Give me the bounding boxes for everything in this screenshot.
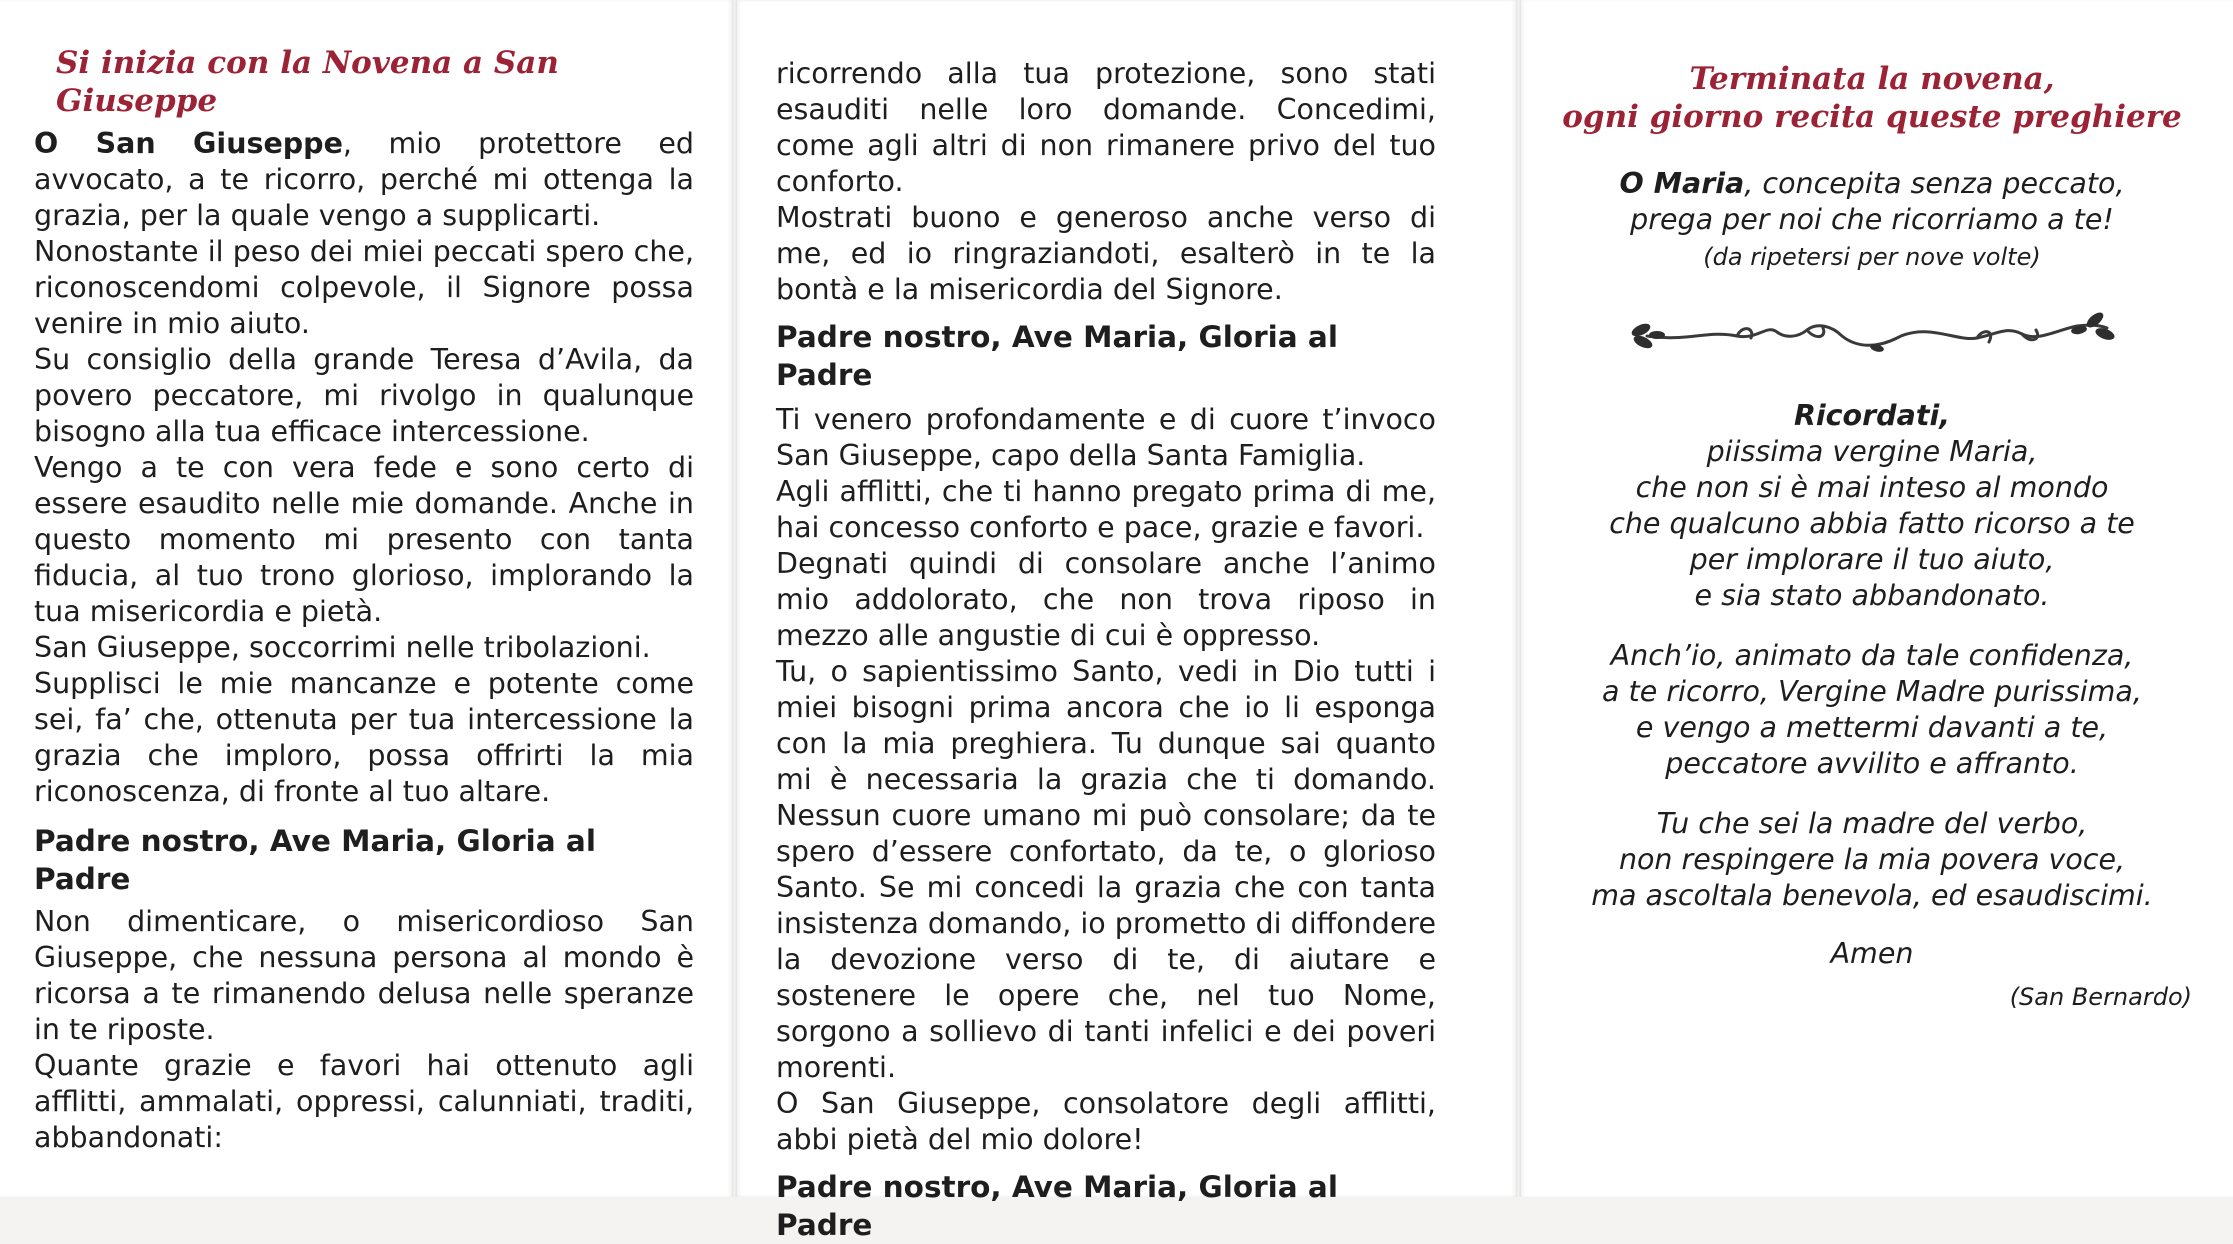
paragraph: Mostrati buono e generoso anche verso di me, ed io ringraziandoti, esalterò in te la bontà e la misericordia del Signore. <box>776 201 1436 306</box>
paragraph: ricorrendo alla tua protezione, sono stati esauditi nelle loro domande. Concedimi, come agli altri di non rimanere privo del tuo conforto. <box>776 57 1436 198</box>
stanza-line: che non si è mai inteso al mondo <box>1635 471 2109 504</box>
stanza-2 <box>1552 638 2192 782</box>
paragraph: Ti venero profondamente e di cuore t’invoco San Giuseppe, capo della Santa Famiglia. <box>776 403 1436 472</box>
closing-heading-line1: Terminata la novena, <box>1689 61 2055 97</box>
paragraph-text: , mio protettore ed avvocato, a te ricorro, perché mi ottenga la grazia, per la quale vengo a supplicarti. <box>34 127 695 232</box>
fold-line <box>732 0 737 1197</box>
stanza-line: Tu che sei la madre del verbo, <box>1656 807 2088 840</box>
paragraph: Su consiglio della grande Teresa d’Avila, da povero peccatore, mi rivolgo in qualunque bisogno alla tua efficace intercessione. <box>34 343 694 448</box>
vine-ornament <box>1627 308 2117 358</box>
prayer-text: , concepita senza peccato, <box>1744 167 2125 200</box>
left-column <box>34 44 694 1156</box>
paragraph <box>34 126 694 234</box>
fold-line <box>1516 0 1521 1197</box>
paragraph: O San Giuseppe, consolatore degli afflitti, abbi pietà del mio dolore! <box>776 1087 1436 1156</box>
paragraph: Non dimenticare, o misericordioso San Giuseppe, che nessuna persona al mondo è ricorsa a te rimanendo delusa nelle speranze in te riposte. <box>34 905 694 1046</box>
paragraph: Tu, o sapientissimo Santo, vedi in Dio tutti i miei bisogni prima ancora che io li esponga con la mia preghiera. Tu dunque sai quanto mi è necessaria la grazia che ti domando. Nessun cuore umano mi può consolare; da te spero d’essere confortato, da te, o glorioso Santo. Se mi concedi la grazia che con tanta insistenza domando, io prometto di diffondere la devozione verso di te, di aiutare e sostenere le opere che, nel tuo Nome, sorgono a sollievo di tanti infelici e dei poveri morenti. <box>776 655 1436 1084</box>
paragraph: Agli afflitti, che ti hanno pregato prima di me, hai concesso conforto e pace, grazie e favori. <box>776 475 1436 544</box>
stanza-line: e sia stato abbandonato. <box>1694 579 2050 612</box>
paragraph: Degnati quindi di consolare anche l’animo mio addolorato, che non trova riposo in mezzo alle angustie di cui è oppresso. <box>776 547 1436 652</box>
paragraph: Quante grazie e favori hai ottenuto agli afflitti, ammalati, oppressi, calunniati, traditi, abbandonati: <box>34 1049 694 1154</box>
closing-heading-line2: ogni giorno recita queste preghiere <box>1562 99 2182 135</box>
ricordati-title: Ricordati, <box>1793 399 1951 432</box>
prayer-subheading: Padre nostro, Ave Maria, Gloria al Padre <box>776 320 1338 392</box>
stanza-line: che qualcuno abbia fatto ricorso a te <box>1609 507 2135 540</box>
stanza-line: piissima vergine Maria, <box>1706 435 2038 468</box>
repeat-note: (da ripetersi per nove volte) <box>1703 243 2041 271</box>
prayer-line: prega per noi che ricorriamo a te! <box>1630 203 2114 236</box>
right-panel <box>1522 0 2233 1197</box>
middle-panel <box>738 0 1516 1242</box>
amen: Amen <box>1830 937 1914 970</box>
paragraph: San Giuseppe, soccorrimi nelle tribolazioni. <box>34 631 651 664</box>
paragraph: Nonostante il peso dei miei peccati spero che, riconoscendomi colpevole, il Signore possa venire in mio aiuto. <box>34 235 694 340</box>
novena-heading: Si inizia con la Novena a San Giuseppe <box>56 45 559 119</box>
stanza-line: Anch’io, animato da tale confidenza, <box>1610 639 2134 672</box>
stanza-line: a te ricorro, Vergine Madre purissima, <box>1602 675 2142 708</box>
paragraph: Supplisci le mie mancanze e potente come sei, fa’ che, ottenuta per tua intercessione la grazia che imploro, possa offrirti la mia riconoscenza, di fronte al tuo altare. <box>34 667 694 808</box>
stanza-line: e vengo a mettermi davanti a te, <box>1635 711 2109 744</box>
right-column <box>1552 60 2192 1012</box>
bold-lead: O San Giuseppe <box>34 127 343 160</box>
stanza-line: peccatore avvilito e affranto. <box>1665 747 2079 780</box>
bold-lead: O Maria <box>1619 167 1745 200</box>
stanza-line: ma ascoltala benevola, ed esaudiscimi. <box>1591 879 2153 912</box>
prayer-line <box>1552 166 2192 202</box>
stanza-line: non respingere la mia povera voce, <box>1618 843 2126 876</box>
stanza-3 <box>1552 806 2192 914</box>
prayer-subheading: Padre nostro, Ave Maria, Gloria al Padre <box>34 824 596 896</box>
middle-column <box>776 56 1436 1244</box>
attribution: (San Bernardo) <box>2009 983 2192 1011</box>
prayer-subheading: Padre nostro, Ave Maria, Gloria al Padre <box>776 1170 1338 1242</box>
stanza-1 <box>1552 434 2192 614</box>
paragraph: Vengo a te con vera fede e sono certo di essere esaudito nelle mie domande. Anche in questo momento mi presento con tanta fiducia, al tuo trono glorioso, implorando la tua misericordia e pietà. <box>34 451 694 628</box>
stanza-line: per implorare il tuo aiuto, <box>1689 543 2055 576</box>
left-panel <box>0 0 732 1197</box>
